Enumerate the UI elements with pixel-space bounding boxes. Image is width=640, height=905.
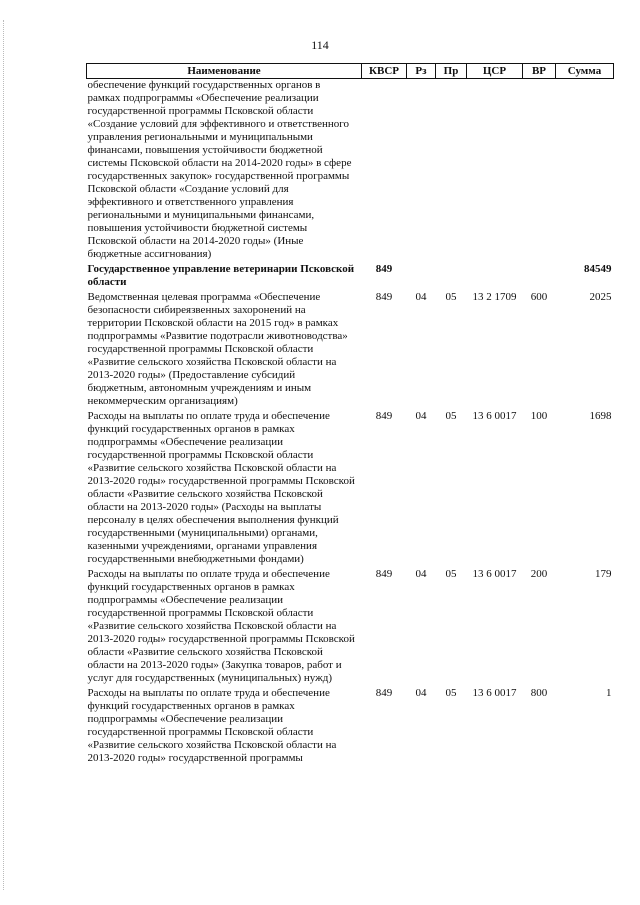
row-rz-cell: 04 [415, 291, 427, 303]
table-row [87, 291, 614, 410]
row-kvsr-cell: 849 [375, 263, 393, 275]
row-vr-cell: 600 [530, 291, 548, 303]
table-body [87, 79, 614, 768]
row-csr-cell: 13 6 0017 [472, 568, 517, 580]
row-kvsr-cell: 849 [375, 410, 393, 422]
row-kvsr-cell [362, 79, 407, 264]
table-header-row [87, 64, 614, 79]
row-pr-cell: 05 [445, 291, 457, 303]
row-sum-cell: 1698 [589, 410, 612, 422]
row-kvsr-cell: 849 [375, 568, 393, 580]
header-rz: Рз [407, 64, 436, 79]
row-rz-cell [407, 263, 436, 291]
row-name-cell: Расходы на выплаты по оплате труда и обеспечение функций государственных органов в рамках подпрограммы «Обеспечение реализации государственной программы Псковской области «Развитие сельского хозяйства Псковской области на 2013-2020 годы» государственной программы Псковской области «Развитие сельского хозяйства Псковской области на 2013-2020 годы» (Закупка товаров, работ и услуг для государственных (муниципальных) нужд) [87, 568, 355, 684]
row-sum-cell: 2025 [589, 291, 612, 303]
table-row [87, 568, 614, 687]
table-row [87, 79, 614, 264]
row-vr-cell [523, 79, 556, 264]
row-sum-cell: 179 [595, 568, 612, 580]
header-csr: ЦСР [467, 64, 523, 79]
row-vr-cell: 800 [530, 687, 548, 699]
row-csr-cell: 13 2 1709 [472, 291, 517, 303]
row-rz-cell: 04 [415, 568, 427, 580]
row-vr-cell: 200 [530, 568, 548, 580]
row-csr-cell [467, 263, 523, 291]
row-name-cell: Расходы на выплаты по оплате труда и обеспечение функций государственных органов в рамках подпрограммы «Обеспечение реализации государственной программы Псковской области «Развитие сельского хозяйства Псковской области на 2013-2020 годы» государственной программы Псковской области «Развитие сельского хозяйства Псковской области на 2013-2020 годы» (Расходы на выплаты персоналу в целях обеспечения выполнения функций государственными (муниципальными) органами, казенными учреждениями, органами управления государственными внебюджетными фондами) [87, 410, 355, 565]
header-name: Наименование [87, 64, 362, 79]
budget-table [86, 63, 614, 767]
page-number: 114 [311, 38, 329, 52]
row-name-cell: Ведомственная целевая программа «Обеспечение безопасности сибиреязвенных захоронений на территории Псковской области на 2015 год» в рамках подпрограммы «Развитие подотрасли животноводства» государственной программы Псковской области «Развитие сельского хозяйства Псковской области на 2013-2020 годы» (Предоставление субсидий бюджетным, автономным учреждениям и иным некоммерческим организациям) [87, 291, 348, 407]
row-sum-cell [556, 79, 614, 264]
row-pr-cell: 05 [445, 687, 457, 699]
row-kvsr-cell: 849 [375, 291, 393, 303]
table-row [87, 263, 614, 291]
row-kvsr-cell: 849 [375, 687, 393, 699]
table-row [87, 410, 614, 568]
table-row [87, 687, 614, 767]
row-csr-cell: 13 6 0017 [472, 687, 517, 699]
row-name-cell: Государственное управление ветеринарии Псковской области [87, 263, 355, 288]
row-csr-cell [467, 79, 523, 264]
row-vr-cell: 100 [530, 410, 548, 422]
row-pr-cell [436, 79, 467, 264]
header-sum: Сумма [556, 64, 614, 79]
row-sum-cell: 84549 [584, 263, 612, 275]
row-rz-cell [407, 79, 436, 264]
row-pr-cell: 05 [445, 568, 457, 580]
row-sum-cell: 1 [606, 687, 612, 699]
row-csr-cell: 13 6 0017 [472, 410, 517, 422]
scan-margin-marks [3, 20, 8, 890]
row-rz-cell: 04 [415, 687, 427, 699]
row-pr-cell: 05 [445, 410, 457, 422]
row-pr-cell [436, 263, 467, 291]
header-kvsr: КВСР [362, 64, 407, 79]
row-vr-cell [523, 263, 556, 291]
row-name-cell: обеспечение функций государственных органов в рамках подпрограммы «Обеспечение реализации государственной программы Псковской области «Создание условий для эффективного и ответственного управления региональными и муниципальными финансами, повышения устойчивости бюджетной системы Псковской области на 2014-2020 годы» в сфере государственных закупок» государственной программы Псковской области «Создание условий для эффективного и ответственного управления региональными и муниципальными финансами, повышения устойчивости бюджетной системы Псковской области на 2014-2020 годы» (Иные бюджетные ассигнования) [87, 79, 352, 260]
header-vr: ВР [523, 64, 556, 79]
header-pr: Пр [436, 64, 467, 79]
row-rz-cell: 04 [415, 410, 427, 422]
row-name-cell: Расходы на выплаты по оплате труда и обеспечение функций государственных органов в рамках подпрограммы «Обеспечение реализации государственной программы Псковской области «Развитие сельского хозяйства Псковской области на 2013-2020 годы» государственной программы [87, 687, 337, 764]
